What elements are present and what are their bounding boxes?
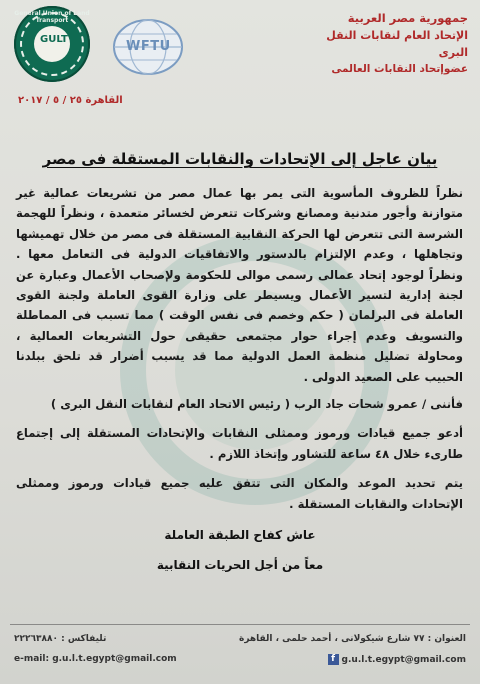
footer-fax: تليفاكس : ٢٢٢٦٣٨٨٠ [14, 634, 107, 644]
footer-email[interactable]: e-mail: g.u.l.t.egypt@gmail.com [14, 654, 177, 664]
paragraph-signatory: فأننى / عمرو شحات جاد الرب ( رئيس الاتحاد العام لنقابات النقل البرى ) [50, 397, 463, 412]
paragraph-call-to-meeting: أدعو جميع قيادات ورموز وممثلى النقابات والإتحادات المستقلة إلى إجتماع طارىء خلال ٤٨ ساعة للتشاور وإتخاذ اللازم . [16, 426, 463, 461]
facebook-handle[interactable]: g.u.l.t.egypt@gmail.com [341, 655, 466, 665]
letter-date: القاهرة ٢٥ / ٥ / ٢٠١٧ [18, 95, 123, 106]
statement-title: بيان عاجل إلى الإتحادات والنقابات المستقلة فى مصر [42, 150, 438, 168]
footer-email-row [10, 654, 470, 668]
statement-body [16, 183, 463, 514]
union-name: الإتحاد العام لنقابات النقل البرى [326, 29, 468, 59]
paragraph-circumstances: نظراً للظروف المأسوية التى يمر بها عمال مصر من تشريعات عمالية غير متوازنة وأجور متدنية ومصانع وشركات تتعرض لخسائر متعمدة ، ونظراً للهجمة الشرسة التى تتعرض لها الحركة النقابية المستقلة فى مصر من خلال تهميشها وتجاهلها ، وعدم الإلتزام بالدستور والاتفاقيات الدولية فى التعامل معها . ونظراً لوجود إتحاد عمالى رسمى موالى للحكومة ولإصحاب الأعمال وعبارة عن لجنة إدارية لتسير الأعمال ويسيطر على وزارة القوى العاملة ولجنة القوى العاملة فى البرلمان ( حكم وخصم فى نفس الوقت ) مما تسبب فى المماطلة والتسويف وعدم إجراء حوار مجتمعى حقيقى حول التشريعات العمالية ، ومحاولة تضليل منظمة العمل الدولية مما قد يسبب أضرار قد تلحق ببلدنا الحبيب على الصعيد الدولى . [16, 186, 463, 384]
gult-logo-initials: GULT [40, 34, 68, 45]
paragraph-scheduling: يتم تحديد الموعد والمكان التى تتفق عليه جميع قيادات ورموز وممثلى الإتحادات والنقابات المستقلة . [16, 476, 463, 511]
org-header [298, 10, 468, 78]
country-name: جمهورية مصر العربية [347, 11, 468, 25]
wftu-logo-text: WFTU [126, 39, 171, 54]
footer-address: العنوان : ٧٧ شارع شيكولانى ، أحمد حلمى ، القاهرة [239, 634, 466, 644]
slogan-union-freedoms: معاً من أجل الحريات النقابية [156, 558, 324, 572]
membership-line: عضوإتحاد النقابات العالمى [331, 63, 468, 75]
footer-divider [10, 624, 470, 625]
footer-contact-row [10, 634, 470, 648]
closing-slogans [60, 520, 420, 580]
facebook-icon: f [328, 654, 339, 665]
footer-facebook[interactable] [328, 654, 466, 665]
slogan-working-class: عاش كفاح الطبقة العاملة [164, 528, 316, 542]
gult-logo-caption: General Union of Land Transport [14, 10, 90, 24]
gult-logo [14, 6, 90, 82]
wftu-logo [110, 16, 186, 78]
